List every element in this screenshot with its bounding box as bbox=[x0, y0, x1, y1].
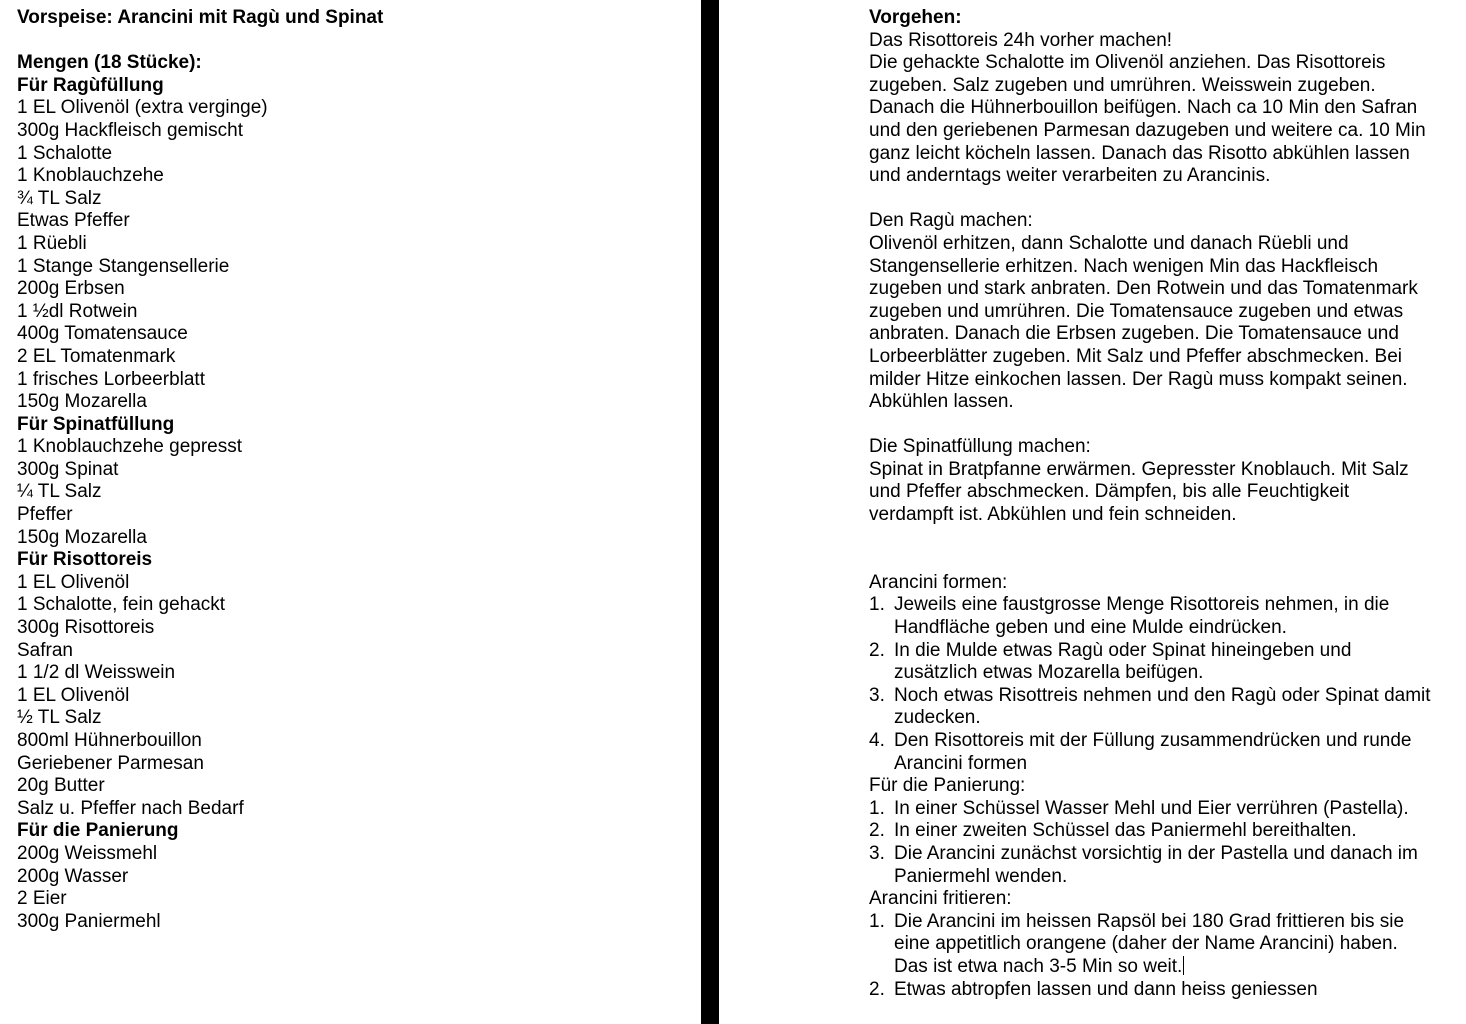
step-number: 1. bbox=[869, 910, 885, 932]
step-text-line: In einer Schüssel Wasser Mehl und Eier verrühren (Pastella). bbox=[894, 797, 1409, 819]
text-line: und Pfeffer abschmecken. Dämpfen, bis alle Feuchtigkeit bbox=[869, 481, 1350, 503]
ingredient-item[interactable]: 1 ½dl Rotwein bbox=[17, 300, 138, 322]
list-item[interactable] bbox=[869, 979, 1461, 1002]
procedure-heading[interactable]: Vorgehen: bbox=[869, 7, 962, 28]
page-divider bbox=[701, 0, 719, 1024]
text-line: milder Hitze einkochen lassen. Der Ragù muss kompakt seinen. bbox=[869, 368, 1408, 390]
text-line: anbraten. Danach die Erbsen zugeben. Die Tomatensauce und bbox=[869, 323, 1399, 345]
step-text-line: Handfläche geben und eine Mulde eindrücken. bbox=[894, 617, 1287, 639]
step-number: 1. bbox=[869, 594, 885, 616]
ingredient-item[interactable]: 2 EL Tomatenmark bbox=[17, 345, 176, 367]
section-heading[interactable]: Für die Panierung bbox=[17, 820, 179, 842]
text-line: verdampft ist. Abkühlen und fein schneiden. bbox=[869, 504, 1237, 526]
text-line: Danach die Hühnerbouillon beifügen. Nach ca 10 Min den Safran bbox=[869, 97, 1418, 119]
text-cursor bbox=[1183, 956, 1184, 975]
spacer bbox=[869, 188, 1461, 211]
list-item[interactable] bbox=[869, 730, 1461, 775]
ingredient-item[interactable]: 300g Risottoreis bbox=[17, 617, 155, 639]
ingredient-item[interactable]: 1 Knoblauchzehe gepresst bbox=[17, 436, 242, 458]
ingredient-item[interactable]: 200g Weissmehl bbox=[17, 842, 158, 864]
ingredient-item[interactable]: 400g Tomatensauce bbox=[17, 323, 188, 345]
forming-steps-list bbox=[869, 594, 1461, 775]
text-line: zugeben und stark anbraten. Den Rotwein und das Tomatenmark bbox=[869, 278, 1418, 300]
step-number: 3. bbox=[869, 842, 885, 864]
ingredient-item[interactable]: 1 frisches Lorbeerblatt bbox=[17, 368, 205, 390]
text-line: ganz leicht köcheln lassen. Danach das Risotto abkühlen lassen bbox=[869, 142, 1410, 164]
step-text-line: Noch etwas Risottreis nehmen und den Ragù oder Spinat damit bbox=[894, 684, 1431, 706]
step-number: 4. bbox=[869, 730, 885, 751]
list-item[interactable] bbox=[869, 820, 1461, 843]
ingredient-item[interactable]: 2 Eier bbox=[17, 888, 67, 910]
text-line: Lorbeerblätter zugeben. Mit Salz und Pfeffer abschmecken. Bei bbox=[869, 345, 1403, 367]
breading-steps-list bbox=[869, 798, 1461, 888]
ingredient-item[interactable]: 1 Stange Stangensellerie bbox=[17, 255, 230, 277]
step-number: 1. bbox=[869, 797, 885, 819]
list-item[interactable] bbox=[869, 640, 1461, 685]
step-text-line: Etwas abtropfen lassen und dann heiss geniessen bbox=[894, 978, 1318, 1000]
list-item[interactable] bbox=[869, 798, 1461, 821]
ingredient-item[interactable]: ¾ TL Salz bbox=[17, 187, 102, 209]
ingredient-item[interactable]: 1 1/2 dl Weisswein bbox=[17, 662, 176, 684]
step-text-line: In die Mulde etwas Ragù oder Spinat hineingeben und bbox=[894, 639, 1352, 661]
ragu-paragraph[interactable] bbox=[869, 233, 1461, 414]
ragu-heading[interactable]: Den Ragù machen: bbox=[869, 210, 1033, 232]
ingredient-item[interactable]: 150g Mozarella bbox=[17, 391, 147, 413]
text-line: Stangensellerie erhitzen. Nach wenigen Min das Hackfleisch bbox=[869, 255, 1379, 277]
ingredient-item[interactable]: ¼ TL Salz bbox=[17, 481, 102, 503]
forming-heading[interactable]: Arancini formen: bbox=[869, 571, 1008, 593]
ingredient-item[interactable]: 1 EL Olivenöl bbox=[17, 571, 130, 593]
step-text-line: zusätzlich etwas Mozarella beifügen. bbox=[894, 662, 1204, 684]
list-item[interactable] bbox=[869, 594, 1461, 639]
step-number: 3. bbox=[869, 684, 885, 706]
step-text-line: eine appetitlich orangene (daher der Name Arancini) haben. bbox=[894, 933, 1398, 955]
step-text-line: In einer zweiten Schüssel das Paniermehl bereithalten. bbox=[894, 820, 1357, 842]
text-line: Das Risottoreis 24h vorher machen! bbox=[869, 29, 1173, 51]
ingredients-column bbox=[17, 7, 687, 933]
recipe-title[interactable]: Vorspeise: Arancini mit Ragù und Spinat bbox=[17, 7, 384, 28]
ingredient-item[interactable]: 200g Wasser bbox=[17, 865, 129, 887]
step-text-line: Paniermehl wenden. bbox=[894, 865, 1068, 887]
step-number: 2. bbox=[869, 978, 885, 1000]
instructions-column bbox=[869, 7, 1461, 1001]
list-item[interactable] bbox=[869, 843, 1461, 888]
text-line: Abkühlen lassen. bbox=[869, 391, 1014, 413]
ingredient-item[interactable]: 20g Butter bbox=[17, 775, 105, 797]
frying-steps-list bbox=[869, 911, 1461, 1001]
ingredient-item[interactable]: 1 Rüebli bbox=[17, 232, 87, 254]
spacer bbox=[869, 414, 1461, 437]
text-line: und anderntags weiter verarbeiten zu Arancinis. bbox=[869, 165, 1271, 187]
risotto-paragraph[interactable] bbox=[869, 30, 1461, 188]
ingredient-item[interactable]: 1 Knoblauchzehe bbox=[17, 165, 164, 187]
ingredient-sections bbox=[17, 75, 687, 934]
spinach-heading[interactable]: Die Spinatfüllung machen: bbox=[869, 436, 1091, 458]
ingredient-item[interactable]: 1 EL Olivenöl (extra verginge) bbox=[17, 97, 268, 119]
ingredient-item[interactable]: 150g Mozarella bbox=[17, 526, 147, 548]
ingredient-item[interactable]: 300g Hackfleisch gemischt bbox=[17, 119, 243, 141]
spinach-paragraph[interactable] bbox=[869, 459, 1461, 527]
section-heading[interactable]: Für Spinatfüllung bbox=[17, 413, 175, 435]
step-text-line: Arancini formen bbox=[894, 752, 1028, 774]
ingredient-item[interactable]: Safran bbox=[17, 639, 73, 661]
ingredient-item[interactable]: 1 EL Olivenöl bbox=[17, 684, 130, 706]
text-line: zugeben. Salz zugeben und umrühren. Weisswein zugeben. bbox=[869, 74, 1376, 96]
ingredient-item[interactable]: 1 Schalotte bbox=[17, 142, 113, 164]
section-heading[interactable]: Für Ragùfüllung bbox=[17, 74, 164, 96]
step-text-line: Den Risottoreis mit der Füllung zusammendrücken und runde bbox=[894, 730, 1412, 751]
step-text-line: Die Arancini im heissen Rapsöl bei 180 Grad frittieren bis sie bbox=[894, 910, 1405, 932]
ingredient-item[interactable]: 1 Schalotte, fein gehackt bbox=[17, 594, 226, 616]
step-text-line: zudecken. bbox=[894, 707, 981, 729]
ingredient-item[interactable]: Pfeffer bbox=[17, 504, 73, 526]
text-line: Olivenöl erhitzen, dann Schalotte und danach Rüebli und bbox=[869, 232, 1349, 254]
ingredient-item[interactable]: Etwas Pfeffer bbox=[17, 210, 130, 232]
text-line: Die gehackte Schalotte im Olivenöl anziehen. Das Risottoreis bbox=[869, 52, 1386, 74]
frying-heading[interactable]: Arancini fritieren: bbox=[869, 888, 1012, 910]
ingredient-item[interactable]: Salz u. Pfeffer nach Bedarf bbox=[17, 797, 244, 819]
ingredient-item[interactable]: 300g Spinat bbox=[17, 458, 119, 480]
list-item[interactable] bbox=[869, 911, 1461, 979]
ingredient-item[interactable]: 300g Paniermehl bbox=[17, 910, 161, 932]
ingredient-item[interactable]: 800ml Hühnerbouillon bbox=[17, 730, 202, 751]
step-text-line: Die Arancini zunächst vorsichtig in der Pastella und danach im bbox=[894, 842, 1418, 864]
section-heading[interactable]: Für Risottoreis bbox=[17, 549, 153, 571]
breading-heading[interactable]: Für die Panierung: bbox=[869, 775, 1026, 797]
text-line: Spinat in Bratpfanne erwärmen. Gepresster Knoblauch. Mit Salz bbox=[869, 458, 1409, 480]
list-item[interactable] bbox=[869, 685, 1461, 730]
quantities-heading[interactable]: Mengen (18 Stücke): bbox=[17, 52, 202, 74]
step-number: 2. bbox=[869, 639, 885, 661]
ingredient-item[interactable]: 200g Erbsen bbox=[17, 278, 125, 300]
step-text-line: Jeweils eine faustgrosse Menge Risottoreis nehmen, in die bbox=[894, 594, 1390, 616]
step-text-line: Das ist etwa nach 3-5 Min so weit. bbox=[894, 955, 1183, 977]
step-number: 2. bbox=[869, 820, 885, 842]
ingredient-item[interactable]: Geriebener Parmesan bbox=[17, 752, 204, 774]
spacer bbox=[869, 527, 1461, 572]
text-line: zugeben und umrühren. Die Tomatensauce zugeben und etwas bbox=[869, 300, 1404, 322]
spacer bbox=[17, 30, 687, 53]
ingredient-item[interactable]: ½ TL Salz bbox=[17, 707, 102, 729]
text-line: und den geriebenen Parmesan dazugeben und weitere ca. 10 Min bbox=[869, 119, 1426, 141]
